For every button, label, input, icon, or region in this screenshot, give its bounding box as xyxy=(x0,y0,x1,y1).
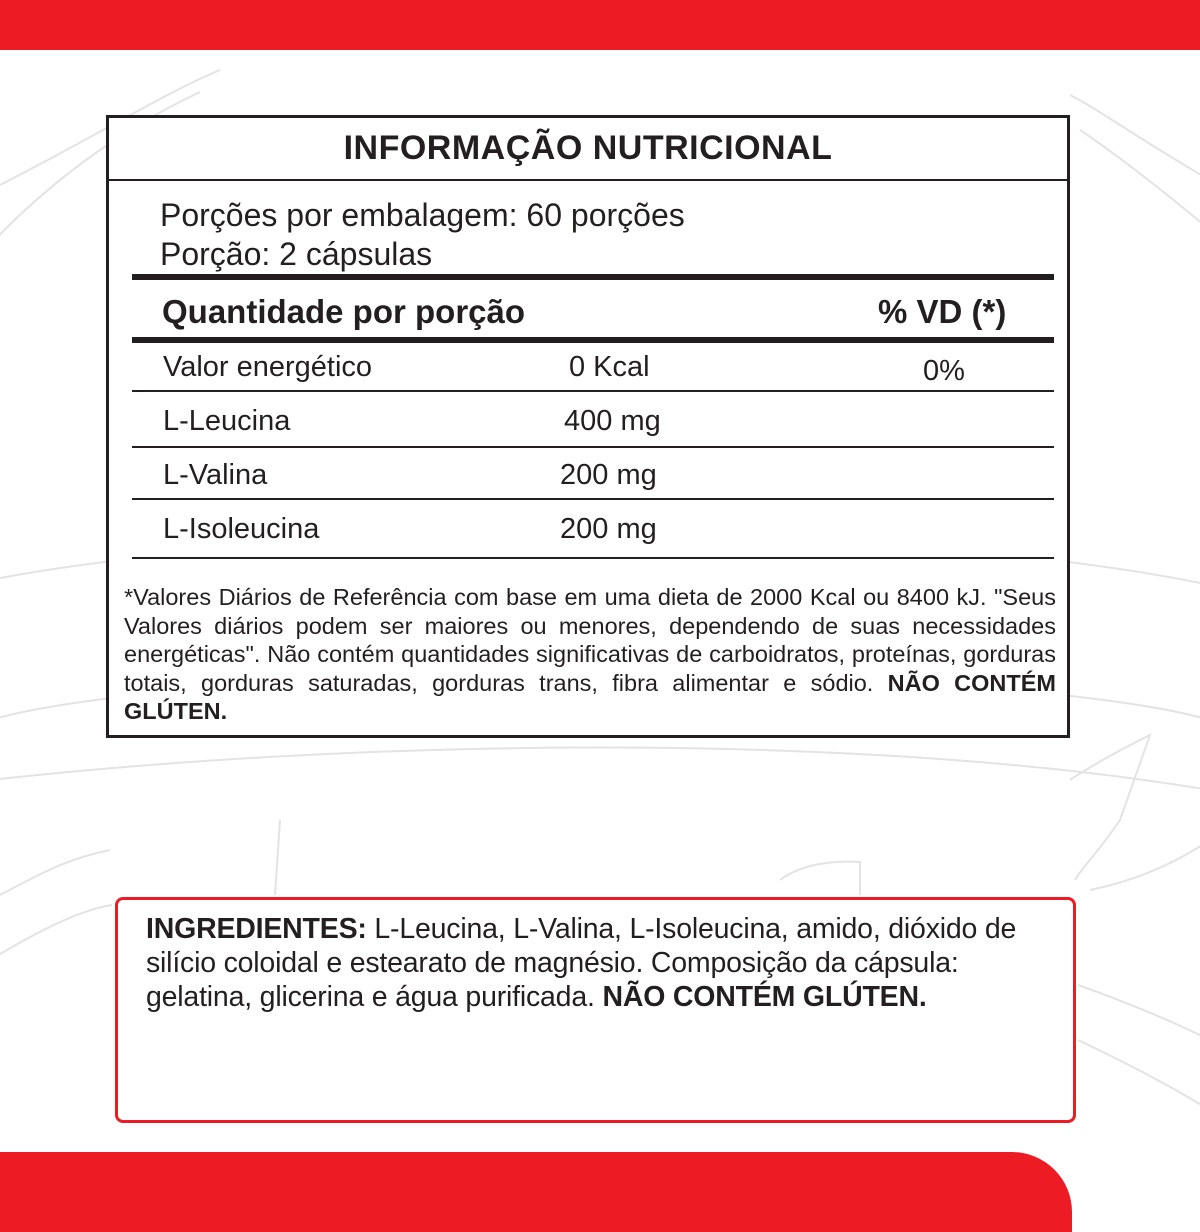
row-divider xyxy=(132,446,1054,448)
row-divider xyxy=(132,498,1054,500)
nutrient-amount: 200 mg xyxy=(560,513,657,545)
footnote-text: *Valores Diários de Referência com base em uma dieta de 2000 Kcal ou 8400 kJ. "Seus Valores diários podem ser maiores ou menores, dependendo de suas necessidades energéticas". Não contém quantidades significativas de carboidratos, proteínas, gorduras totais, gorduras saturadas, gorduras trans, fibra alimentar e sódio. xyxy=(124,584,1056,696)
daily-value-header: % VD (*) xyxy=(878,293,1007,330)
footnote xyxy=(124,583,1056,726)
table-title: INFORMAÇÃO NUTRICIONAL xyxy=(109,118,1067,181)
quantity-header: Quantidade por porção xyxy=(162,293,526,330)
nutrient-name: Valor energético xyxy=(163,351,373,383)
table-row xyxy=(109,459,1073,499)
ingredients-box xyxy=(115,897,1076,1123)
divider-thick xyxy=(132,274,1054,280)
nutrient-daily-value: 0% xyxy=(923,355,965,387)
bottom-red-bar xyxy=(0,1152,1072,1232)
table-row xyxy=(109,351,1073,391)
serving-size: Porção: 2 cápsulas xyxy=(160,236,433,272)
nutrient-amount: 200 mg xyxy=(560,459,657,491)
row-divider xyxy=(132,557,1054,559)
divider-thick xyxy=(132,337,1054,343)
servings-per-package: Porções por embalagem: 60 porções xyxy=(160,197,685,233)
nutrient-amount: 0 Kcal xyxy=(569,351,650,383)
ingredients-list xyxy=(146,912,1046,1014)
gluten-free-note: NÃO CONTÉM GLÚTEN. xyxy=(124,669,1056,724)
nutrient-name: L-Isoleucina xyxy=(163,513,320,545)
row-divider xyxy=(132,390,1054,392)
ingredients-text: L-Leucina, L-Valina, L-Isoleucina, amido, dióxido de silício coloidal e estearato de magnésio. Composição da cápsula: gelatina, glicerina e água purificada. xyxy=(146,913,1017,1013)
table-row xyxy=(109,405,1073,445)
nutrient-name: L-Valina xyxy=(163,459,268,491)
nutrient-amount: 400 mg xyxy=(564,405,661,437)
gluten-free-note: NÃO CONTÉM GLÚTEN. xyxy=(602,981,927,1013)
ingredients-label: INGREDIENTES: xyxy=(146,913,367,945)
table-row xyxy=(109,513,1073,553)
serving-info xyxy=(160,196,685,274)
nutrition-facts-table xyxy=(106,115,1070,738)
table-header-row xyxy=(162,293,1022,333)
nutrient-name: L-Leucina xyxy=(163,405,291,437)
